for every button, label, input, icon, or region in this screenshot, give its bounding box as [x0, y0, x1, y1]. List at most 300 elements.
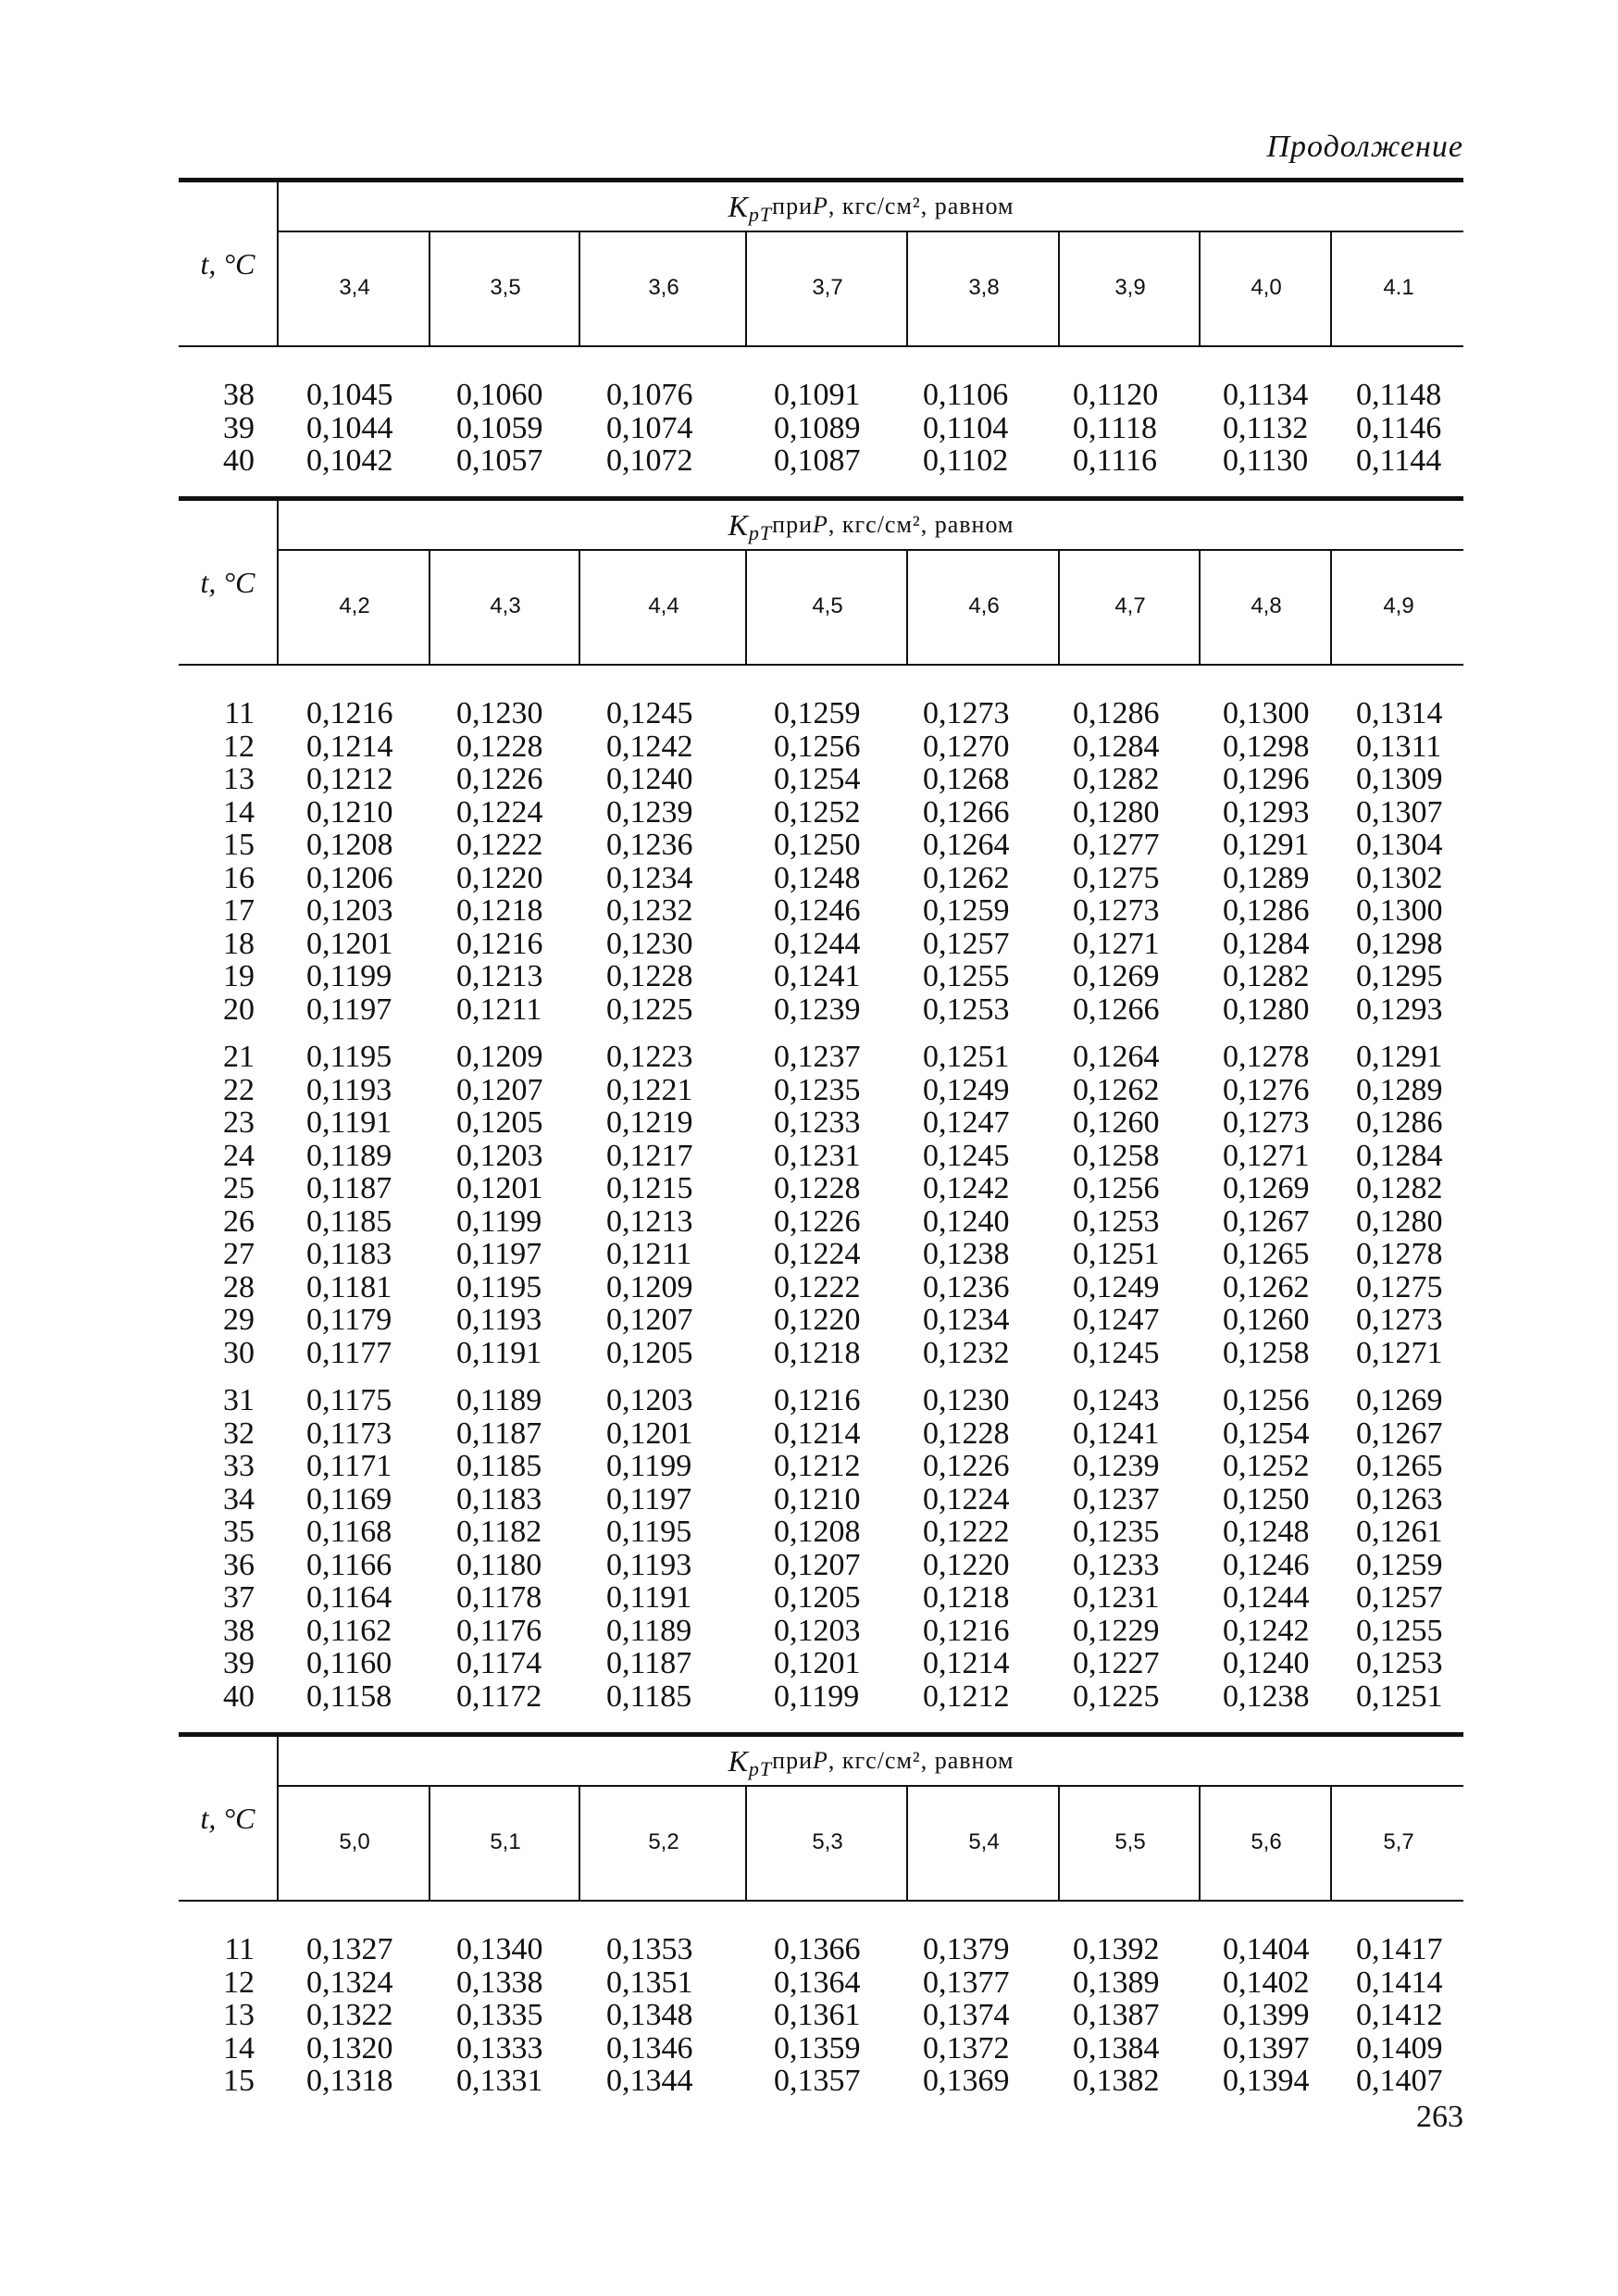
coefficient-value: 0,1104	[923, 410, 1009, 445]
coefficient-value: 0,1218	[923, 1580, 1010, 1615]
coefficient-value: 0,1254	[1223, 1416, 1310, 1451]
temperature-value: 28	[223, 1269, 255, 1304]
coefficient-value: 0,1234	[923, 1303, 1010, 1337]
coefficient-value: 0,1270	[923, 729, 1010, 764]
coefficient-value: 0,1267	[1356, 1416, 1443, 1451]
coefficient-value: 0,1289	[1356, 1072, 1443, 1107]
coefficient-value: 0,1160	[306, 1646, 392, 1680]
coefficient-value: 0,1215	[606, 1171, 693, 1205]
table-row	[179, 1680, 1463, 1714]
coefficient-value: 0,1271	[1223, 1138, 1310, 1173]
temperature-value: 11	[224, 1932, 255, 1966]
table-row	[179, 1384, 1463, 1417]
coefficient-value: 0,1057	[456, 443, 543, 478]
coefficient-value: 0,1210	[306, 794, 393, 830]
table-body	[179, 666, 1463, 1713]
coefficient-value: 0,1044	[306, 410, 393, 445]
coefficient-value: 0,1340	[456, 1932, 543, 1966]
coefficient-value: 0,1331	[456, 2064, 543, 2098]
coefficient-value: 0,1269	[1223, 1171, 1310, 1205]
temperature-value: 11	[224, 696, 255, 730]
coefficient-value: 0,1243	[1073, 1383, 1160, 1417]
temperature-value: 15	[223, 2064, 255, 2098]
coefficient-value: 0,1258	[1223, 1335, 1310, 1370]
coefficient-value: 0,1130	[1223, 443, 1309, 478]
temperature-value: 14	[223, 2030, 255, 2065]
coefficient-value: 0,1245	[923, 1138, 1010, 1173]
coefficient-value: 0,1203	[456, 1138, 543, 1173]
pressure-column-header: 3,8	[906, 231, 1060, 345]
coefficient-value: 0,1205	[456, 1105, 543, 1140]
coefficient-value: 0,1253	[1356, 1646, 1443, 1680]
coefficient-value: 0,1233	[1073, 1547, 1160, 1582]
coefficient-header-text1: при	[772, 193, 813, 219]
temperature-header: t, °C	[179, 1737, 279, 1900]
coefficient-value: 0,1195	[306, 1040, 392, 1074]
coefficient-value: 0,1178	[456, 1580, 542, 1615]
coefficient-value: 0,1216	[306, 696, 393, 730]
coefficient-value: 0,1286	[1223, 893, 1310, 928]
coefficient-value: 0,1213	[606, 1204, 693, 1239]
coefficient-header-k: K	[728, 1743, 749, 1778]
coefficient-value: 0,1076	[606, 378, 693, 412]
coefficient-value: 0,1387	[1073, 1998, 1160, 2032]
pressure-column-header: 3,5	[429, 231, 580, 345]
coefficient-value: 0,1224	[774, 1237, 861, 1271]
table-row	[179, 1647, 1463, 1680]
table-header	[179, 178, 1463, 347]
temperature-value: 24	[223, 1138, 255, 1173]
coefficient-value: 0,1089	[774, 410, 861, 445]
coefficient-value: 0,1384	[1073, 2030, 1160, 2065]
temperature-value: 21	[223, 1040, 255, 1074]
row-group	[179, 1041, 1463, 1369]
coefficient-value: 0,1273	[1356, 1303, 1443, 1337]
coefficient-value: 0,1359	[774, 2030, 861, 2065]
coefficient-value: 0,1233	[774, 1105, 861, 1140]
coefficient-value: 0,1268	[923, 762, 1010, 796]
temperature-value: 17	[223, 893, 255, 928]
pressure-column-header: 4,6	[906, 549, 1060, 664]
table-row	[179, 829, 1463, 862]
coefficient-value: 0,1187	[606, 1646, 692, 1680]
coefficient-value: 0,1351	[606, 1965, 693, 2000]
coefficient-value: 0,1277	[1073, 828, 1160, 862]
coefficient-value: 0,1216	[774, 1383, 861, 1417]
coefficient-value: 0,1222	[774, 1269, 861, 1304]
temperature-header: t, °C	[179, 501, 279, 664]
coefficient-value: 0,1407	[1356, 2064, 1443, 2098]
table-row	[179, 1417, 1463, 1451]
coefficient-value: 0,1280	[1356, 1204, 1443, 1239]
coefficient-value: 0,1224	[456, 794, 543, 830]
pressure-column-header: 3,7	[745, 231, 908, 345]
coefficient-value: 0,1226	[456, 762, 543, 796]
table-row	[179, 1549, 1463, 1582]
coefficient-value: 0,1286	[1356, 1105, 1443, 1140]
coefficient-header-text2: , кгс/см², равном	[828, 193, 1014, 219]
coefficient-value: 0,1199	[774, 1678, 860, 1714]
coefficient-value: 0,1252	[1223, 1449, 1310, 1483]
coefficient-value: 0,1231	[774, 1138, 861, 1173]
coefficient-value: 0,1134	[1223, 378, 1309, 412]
coefficient-value: 0,1291	[1356, 1040, 1443, 1074]
coefficient-value: 0,1226	[923, 1449, 1010, 1483]
coefficient-value: 0,1228	[456, 729, 543, 764]
table-row	[179, 1172, 1463, 1205]
coefficient-value: 0,1389	[1073, 1965, 1160, 2000]
table-row	[179, 862, 1463, 895]
coefficient-value: 0,1222	[456, 828, 543, 862]
coefficient-value: 0,1162	[306, 1613, 392, 1648]
coefficient-value: 0,1180	[456, 1547, 542, 1582]
coefficient-value: 0,1208	[774, 1515, 861, 1549]
table-header	[179, 496, 1463, 666]
pressure-column-header: 3,9	[1058, 231, 1201, 345]
coefficient-value: 0,1216	[923, 1613, 1010, 1648]
coefficient-value: 0,1120	[1073, 378, 1159, 412]
coefficient-value: 0,1189	[306, 1138, 392, 1173]
coefficient-value: 0,1042	[306, 443, 393, 478]
coefficient-value: 0,1242	[606, 729, 693, 764]
coefficient-value: 0,1189	[606, 1613, 692, 1648]
temperature-value: 20	[223, 992, 255, 1027]
coefficient-value: 0,1175	[306, 1383, 392, 1417]
coefficient-value: 0,1224	[923, 1481, 1010, 1516]
temperature-value: 27	[223, 1237, 255, 1271]
coefficient-value: 0,1242	[923, 1171, 1010, 1205]
coefficient-value: 0,1214	[306, 729, 393, 764]
coefficient-value: 0,1256	[1223, 1383, 1310, 1417]
coefficient-value: 0,1191	[606, 1580, 692, 1615]
coefficient-value: 0,1273	[923, 696, 1010, 730]
coefficient-value: 0,1240	[923, 1204, 1010, 1239]
table-row	[179, 1041, 1463, 1074]
coefficient-value: 0,1144	[1356, 443, 1442, 478]
coefficient-value: 0,1208	[306, 828, 393, 862]
coefficient-header-text1: при	[772, 1747, 813, 1774]
coefficient-value: 0,1245	[1073, 1335, 1160, 1370]
temperature-value: 14	[223, 794, 255, 830]
coefficient-value: 0,1309	[1356, 762, 1443, 796]
coefficient-value: 0,1244	[1223, 1580, 1310, 1615]
coefficient-value: 0,1256	[1073, 1171, 1160, 1205]
coefficient-value: 0,1227	[1073, 1646, 1160, 1680]
coefficient-header-p: P	[812, 193, 828, 219]
coefficient-value: 0,1205	[606, 1335, 693, 1370]
coefficient-value: 0,1257	[1356, 1580, 1443, 1615]
temperature-value: 16	[223, 860, 255, 895]
coefficient-value: 0,1259	[1356, 1547, 1443, 1582]
coefficient-value: 0,1404	[1223, 1932, 1310, 1966]
temperature-value: 36	[223, 1547, 255, 1582]
coefficient-value: 0,1185	[306, 1204, 392, 1239]
coefficient-value: 0,1273	[1223, 1105, 1310, 1140]
table-body	[179, 1902, 1463, 2098]
coefficient-value: 0,1197	[606, 1481, 692, 1516]
coefficient-value: 0,1193	[606, 1547, 692, 1582]
temperature-value: 23	[223, 1105, 255, 1140]
coefficient-value: 0,1203	[774, 1613, 861, 1648]
coefficient-value: 0,1241	[774, 959, 861, 993]
coefficient-value: 0,1286	[1073, 696, 1160, 730]
temperature-value: 13	[223, 762, 255, 796]
coefficient-value: 0,1278	[1223, 1040, 1310, 1074]
coefficient-value: 0,1412	[1356, 1998, 1443, 2032]
coefficient-value: 0,1377	[923, 1965, 1010, 2000]
coefficient-header-k: K	[728, 507, 749, 542]
table-row	[179, 1074, 1463, 1107]
coefficient-value: 0,1259	[923, 893, 1010, 928]
coefficient-value: 0,1346	[606, 2030, 693, 2065]
coefficient-value: 0,1307	[1356, 794, 1443, 830]
coefficient-value: 0,1372	[923, 2030, 1010, 2065]
coefficient-value: 0,1302	[1356, 860, 1443, 895]
coefficient-value: 0,1228	[774, 1171, 861, 1205]
coefficient-value: 0,1267	[1223, 1204, 1310, 1239]
coefficient-value: 0,1201	[456, 1171, 543, 1205]
pressure-column-header: 4,3	[429, 549, 580, 664]
continuation-label: Продолжение	[1266, 130, 1463, 164]
coefficient-value: 0,1311	[1356, 729, 1442, 764]
coefficient-header-sub: pT	[748, 203, 773, 226]
coefficient-value: 0,1361	[774, 1998, 861, 2032]
table-header	[179, 1732, 1463, 1902]
coefficient-value: 0,1300	[1223, 696, 1310, 730]
coefficient-value: 0,1211	[606, 1237, 692, 1271]
pressure-column-header: 4,9	[1330, 549, 1465, 664]
coefficient-value: 0,1364	[774, 1965, 861, 2000]
coefficient-value: 0,1164	[306, 1580, 392, 1615]
coefficient-value: 0,1118	[1073, 410, 1157, 445]
coefficient-value: 0,1072	[606, 443, 693, 478]
temperature-value: 12	[223, 729, 255, 764]
coefficient-value: 0,1173	[306, 1416, 392, 1451]
row-group	[179, 379, 1463, 478]
table-row	[179, 412, 1463, 445]
coefficient-value: 0,1232	[606, 893, 693, 928]
coefficient-value: 0,1254	[774, 762, 861, 796]
coefficient-value: 0,1201	[306, 926, 393, 961]
coefficient-value: 0,1207	[606, 1303, 693, 1337]
coefficient-value: 0,1132	[1223, 410, 1309, 445]
coefficient-value: 0,1199	[606, 1449, 692, 1483]
coefficient-value: 0,1289	[1223, 860, 1310, 895]
table-row	[179, 697, 1463, 730]
coefficient-value: 0,1238	[1223, 1678, 1310, 1714]
coefficient-value: 0,1333	[456, 2030, 543, 2065]
coefficient-value: 0,1212	[306, 762, 393, 796]
coefficient-value: 0,1074	[606, 410, 693, 445]
pressure-column-header: 5,6	[1199, 1785, 1332, 1900]
coefficient-value: 0,1229	[1073, 1613, 1160, 1648]
coefficient-value: 0,1282	[1356, 1171, 1443, 1205]
coefficient-value: 0,1195	[606, 1515, 692, 1549]
table-row	[179, 1205, 1463, 1239]
coefficient-value: 0,1284	[1073, 729, 1160, 764]
coefficient-value: 0,1417	[1356, 1932, 1443, 1966]
temperature-value: 38	[223, 1613, 255, 1648]
pressure-column-header: 4,7	[1058, 549, 1201, 664]
coefficient-value: 0,1212	[923, 1678, 1010, 1714]
coefficient-value: 0,1255	[923, 959, 1010, 993]
coefficient-value: 0,1249	[1073, 1269, 1160, 1304]
coefficient-value: 0,1252	[774, 794, 861, 830]
coefficient-value: 0,1322	[306, 1998, 393, 2032]
coefficient-value: 0,1212	[774, 1449, 861, 1483]
coefficient-value: 0,1264	[1073, 1040, 1160, 1074]
coefficient-value: 0,1235	[1073, 1515, 1160, 1549]
coefficient-value: 0,1220	[923, 1547, 1010, 1582]
coefficient-value: 0,1174	[456, 1646, 542, 1680]
coefficient-value: 0,1166	[306, 1547, 392, 1582]
pressure-column-header: 4,0	[1199, 231, 1332, 345]
coefficient-value: 0,1059	[456, 410, 543, 445]
coefficient-value: 0,1146	[1356, 410, 1442, 445]
pressure-table-2	[179, 496, 1463, 1728]
coefficient-value: 0,1199	[306, 959, 392, 993]
coefficient-value: 0,1239	[606, 794, 693, 830]
table-row	[179, 796, 1463, 830]
coefficient-value: 0,1191	[306, 1105, 392, 1140]
temperature-value: 34	[223, 1481, 255, 1516]
coefficient-value: 0,1216	[456, 926, 543, 961]
coefficient-value: 0,1199	[456, 1204, 542, 1239]
pressure-column-header: 5,0	[339, 1829, 370, 1854]
coefficient-value: 0,1179	[306, 1303, 392, 1337]
row-group	[179, 1933, 1463, 2098]
coefficient-value: 0,1275	[1073, 860, 1160, 895]
temperature-value: 32	[223, 1416, 255, 1451]
coefficient-value: 0,1207	[456, 1072, 543, 1107]
coefficient-header-text1: при	[772, 511, 813, 538]
coefficient-header-sub: pT	[748, 521, 773, 544]
coefficient-value: 0,1241	[1073, 1416, 1160, 1451]
coefficient-value: 0,1181	[306, 1269, 392, 1304]
coefficient-value: 0,1168	[306, 1515, 392, 1549]
table-row	[179, 1615, 1463, 1648]
coefficient-value: 0,1240	[1223, 1646, 1310, 1680]
pressure-column-header: 3,4	[339, 275, 370, 300]
table-body	[179, 347, 1463, 478]
coefficient-header-k: K	[728, 189, 749, 223]
coefficient-value: 0,1185	[606, 1678, 692, 1714]
temperature-header: t, °C	[179, 182, 279, 345]
coefficient-value: 0,1197	[306, 992, 392, 1027]
coefficient-value: 0,1201	[774, 1646, 861, 1680]
temperature-value: 40	[223, 1678, 255, 1714]
coefficient-value: 0,1209	[606, 1269, 693, 1304]
coefficient-value: 0,1266	[923, 794, 1010, 830]
coefficient-value: 0,1280	[1073, 794, 1160, 830]
coefficient-value: 0,1220	[456, 860, 543, 895]
table-row	[179, 1140, 1463, 1173]
table-row	[179, 1450, 1463, 1483]
table-row	[179, 1581, 1463, 1615]
coefficient-value: 0,1256	[774, 729, 861, 764]
coefficient-value: 0,1169	[306, 1481, 392, 1516]
coefficient-value: 0,1248	[1223, 1515, 1310, 1549]
coefficient-value: 0,1251	[1073, 1237, 1160, 1271]
coefficient-value: 0,1382	[1073, 2064, 1160, 2098]
temperature-value: 39	[223, 1646, 255, 1680]
table-row	[179, 960, 1463, 993]
coefficient-value: 0,1295	[1356, 959, 1443, 993]
temperature-value: 31	[223, 1383, 255, 1417]
temperature-value: 13	[223, 1998, 255, 2032]
coefficient-value: 0,1275	[1356, 1269, 1443, 1304]
pressure-column-header: 4,2	[339, 593, 370, 618]
coefficient-value: 0,1213	[456, 959, 543, 993]
table-row	[179, 444, 1463, 478]
coefficient-value: 0,1232	[923, 1335, 1010, 1370]
coefficient-value: 0,1249	[923, 1072, 1010, 1107]
coefficient-value: 0,1091	[774, 378, 861, 412]
coefficient-value: 0,1158	[306, 1678, 392, 1714]
coefficient-value: 0,1374	[923, 1998, 1010, 2032]
coefficient-value: 0,1278	[1356, 1237, 1443, 1271]
coefficient-value: 0,1394	[1223, 2064, 1310, 2098]
coefficient-value: 0,1242	[1223, 1613, 1310, 1648]
coefficient-value: 0,1214	[774, 1416, 861, 1451]
coefficient-value: 0,1257	[923, 926, 1010, 961]
pressure-table-3	[179, 1732, 1463, 2113]
coefficient-value: 0,1226	[774, 1204, 861, 1239]
coefficient-value: 0,1210	[774, 1481, 861, 1516]
table-row	[179, 1271, 1463, 1304]
coefficient-value: 0,1087	[774, 443, 861, 478]
coefficient-value: 0,1264	[923, 828, 1010, 862]
coefficient-value: 0,1298	[1223, 729, 1310, 764]
coefficient-value: 0,1273	[1073, 893, 1160, 928]
row-group	[179, 697, 1463, 1026]
table-row	[179, 993, 1463, 1027]
coefficient-value: 0,1183	[306, 1237, 392, 1271]
coefficient-value: 0,1397	[1223, 2030, 1310, 2065]
coefficient-value: 0,1262	[923, 860, 1010, 895]
coefficient-value: 0,1318	[306, 2064, 393, 2098]
coefficient-value: 0,1282	[1073, 762, 1160, 796]
coefficient-value: 0,1246	[1223, 1547, 1310, 1582]
coefficient-value: 0,1259	[774, 696, 861, 730]
coefficient-value: 0,1335	[456, 1998, 543, 2032]
coefficient-value: 0,1231	[1073, 1580, 1160, 1615]
coefficient-value: 0,1236	[923, 1269, 1010, 1304]
coefficient-value: 0,1344	[606, 2064, 693, 2098]
temperature-value: 25	[223, 1171, 255, 1205]
temperature-value: 38	[223, 378, 255, 412]
coefficient-value: 0,1248	[774, 860, 861, 895]
coefficient-value: 0,1261	[1356, 1515, 1443, 1549]
coefficient-value: 0,1230	[923, 1383, 1010, 1417]
pressure-column-header: 3,6	[579, 231, 747, 345]
coefficient-value: 0,1182	[456, 1515, 542, 1549]
coefficient-value: 0,1218	[456, 893, 543, 928]
coefficient-value: 0,1203	[306, 893, 393, 928]
coefficient-value: 0,1187	[306, 1171, 392, 1205]
coefficient-value: 0,1250	[1223, 1481, 1310, 1516]
pressure-column-header: 5,2	[579, 1785, 747, 1900]
coefficient-value: 0,1262	[1223, 1269, 1310, 1304]
coefficient-value: 0,1223	[606, 1040, 693, 1074]
table-row	[179, 1933, 1463, 1966]
table-row	[179, 1304, 1463, 1337]
coefficient-value: 0,1357	[774, 2064, 861, 2098]
coefficient-value: 0,1260	[1073, 1105, 1160, 1140]
coefficient-value: 0,1245	[606, 696, 693, 730]
coefficient-value: 0,1239	[774, 992, 861, 1027]
coefficient-value: 0,1369	[923, 2064, 1010, 2098]
